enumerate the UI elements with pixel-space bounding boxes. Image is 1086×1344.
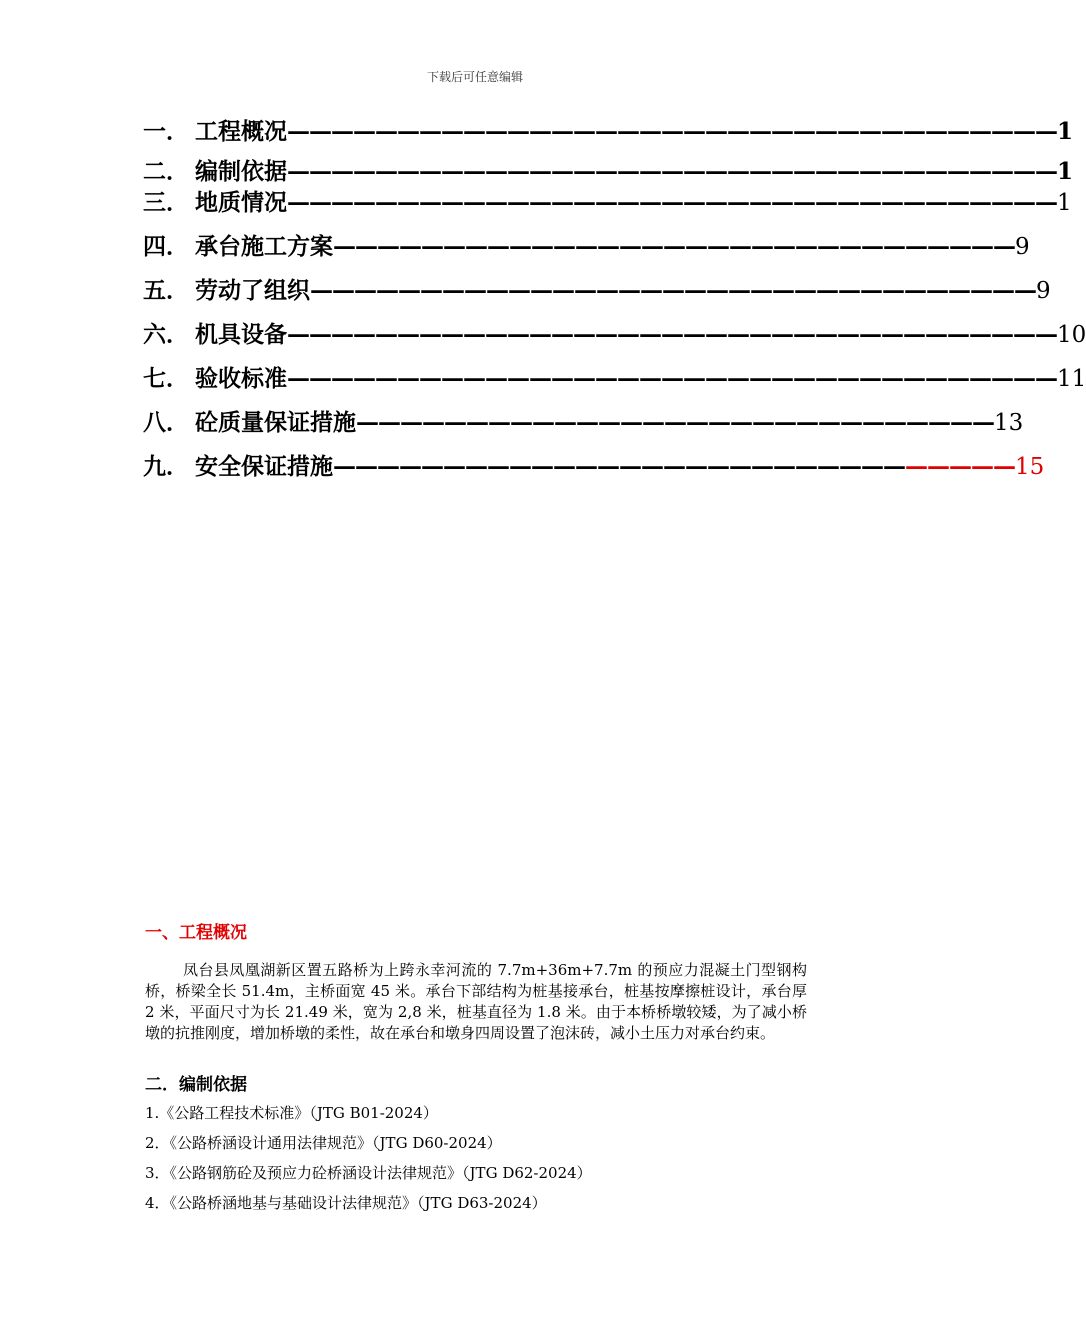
toc-title: 劳动了组织 [195, 277, 310, 304]
toc-page-number: 13 [994, 410, 1024, 436]
toc-title: 编制依据 [195, 158, 287, 185]
toc-page-number: 1 [1057, 118, 1074, 145]
toc-number: 一． [143, 118, 189, 145]
toc-leader: ——————————————————————————————— [333, 233, 1015, 260]
toc-entry[interactable] [143, 229, 1030, 265]
reference-item: 1.《公路工程技术标准》（JTG B01-2024） [145, 1104, 438, 1122]
toc-leader: ——————————————————————————————————— [287, 321, 1057, 348]
toc-leader: ————————————————————————————— [356, 409, 994, 436]
toc-number: 六． [143, 321, 189, 348]
toc-number: 九． [143, 453, 189, 480]
toc-number: 四． [143, 233, 189, 260]
toc-title: 砼质量保证措施 [195, 409, 356, 436]
toc-number: 八． [143, 409, 189, 436]
toc-page-number: 1 [1057, 190, 1072, 216]
toc-leader-red: ————— [905, 453, 1015, 480]
toc-leader: ——————————————————————————————————— [287, 118, 1057, 145]
toc-page-number: 11 [1057, 366, 1086, 392]
toc-title: 工程概况 [195, 118, 287, 145]
toc-entry[interactable] [143, 405, 1023, 441]
toc-number: 三． [143, 189, 189, 216]
toc-title: 地质情况 [195, 189, 287, 216]
toc-page-number: 1 [1057, 158, 1074, 185]
toc-leader: —————————————————————————— [333, 453, 905, 480]
reference-item: 2．《公路桥涵设计通用法律规范》（JTG D60-2024） [145, 1134, 502, 1152]
toc-leader: ————————————————————————————————— [310, 277, 1036, 304]
toc-entry[interactable] [143, 317, 1086, 353]
toc-leader: ——————————————————————————————————— [287, 158, 1057, 185]
toc-leader: ——————————————————————————————————— [287, 189, 1057, 216]
toc-number: 七． [143, 365, 189, 392]
section-heading: 一、工程概况 [145, 923, 247, 943]
toc-number: 二． [143, 158, 189, 185]
toc-title: 机具设备 [195, 321, 287, 348]
toc-page-number: 15 [1015, 454, 1045, 480]
section-heading: 二．编制依据 [145, 1075, 247, 1095]
toc-page-number: 10 [1057, 322, 1086, 348]
toc-entry[interactable] [143, 114, 1073, 150]
toc-page-number: 9 [1015, 234, 1030, 260]
toc-entry[interactable] [143, 273, 1051, 309]
toc-entry[interactable] [143, 185, 1072, 221]
toc-entry[interactable] [143, 361, 1086, 397]
body-paragraph: 凤台县凤凰湖新区置五路桥为上跨永幸河流的 7.7m+36m+7.7m 的预应力混凝土门型钢构桥，桥梁全长 51.4m，主桥面宽 45 米。承台下部结构为桩基接承台，桩基按摩擦桩设计，承台厚 2 米，平面尺寸为长 21.49 米，宽为 2,8 米，桩基直径为 1.8 米。由于本桥桥墩较矮，为了减小桥墩的抗推刚度，增加桥墩的柔性，故在承台和墩身四周设置了泡沫砖，减小土压力对承台约束。 [145, 961, 807, 1042]
page-header: 下载后可任意编辑 [426, 70, 523, 84]
toc-title: 验收标准 [195, 365, 287, 392]
toc-page-number: 9 [1036, 278, 1051, 304]
toc-entry[interactable] [143, 449, 1044, 485]
toc-title: 安全保证措施 [195, 453, 333, 480]
reference-item: 4．《公路桥涵地基与基础设计法律规范》（JTG D63-2024） [145, 1194, 547, 1212]
toc-title: 承台施工方案 [195, 233, 333, 260]
reference-item: 3．《公路钢筋砼及预应力砼桥涵设计法律规范》（JTG D62-2024） [145, 1164, 592, 1182]
toc-number: 五． [143, 277, 189, 304]
toc-leader: ——————————————————————————————————— [287, 365, 1057, 392]
